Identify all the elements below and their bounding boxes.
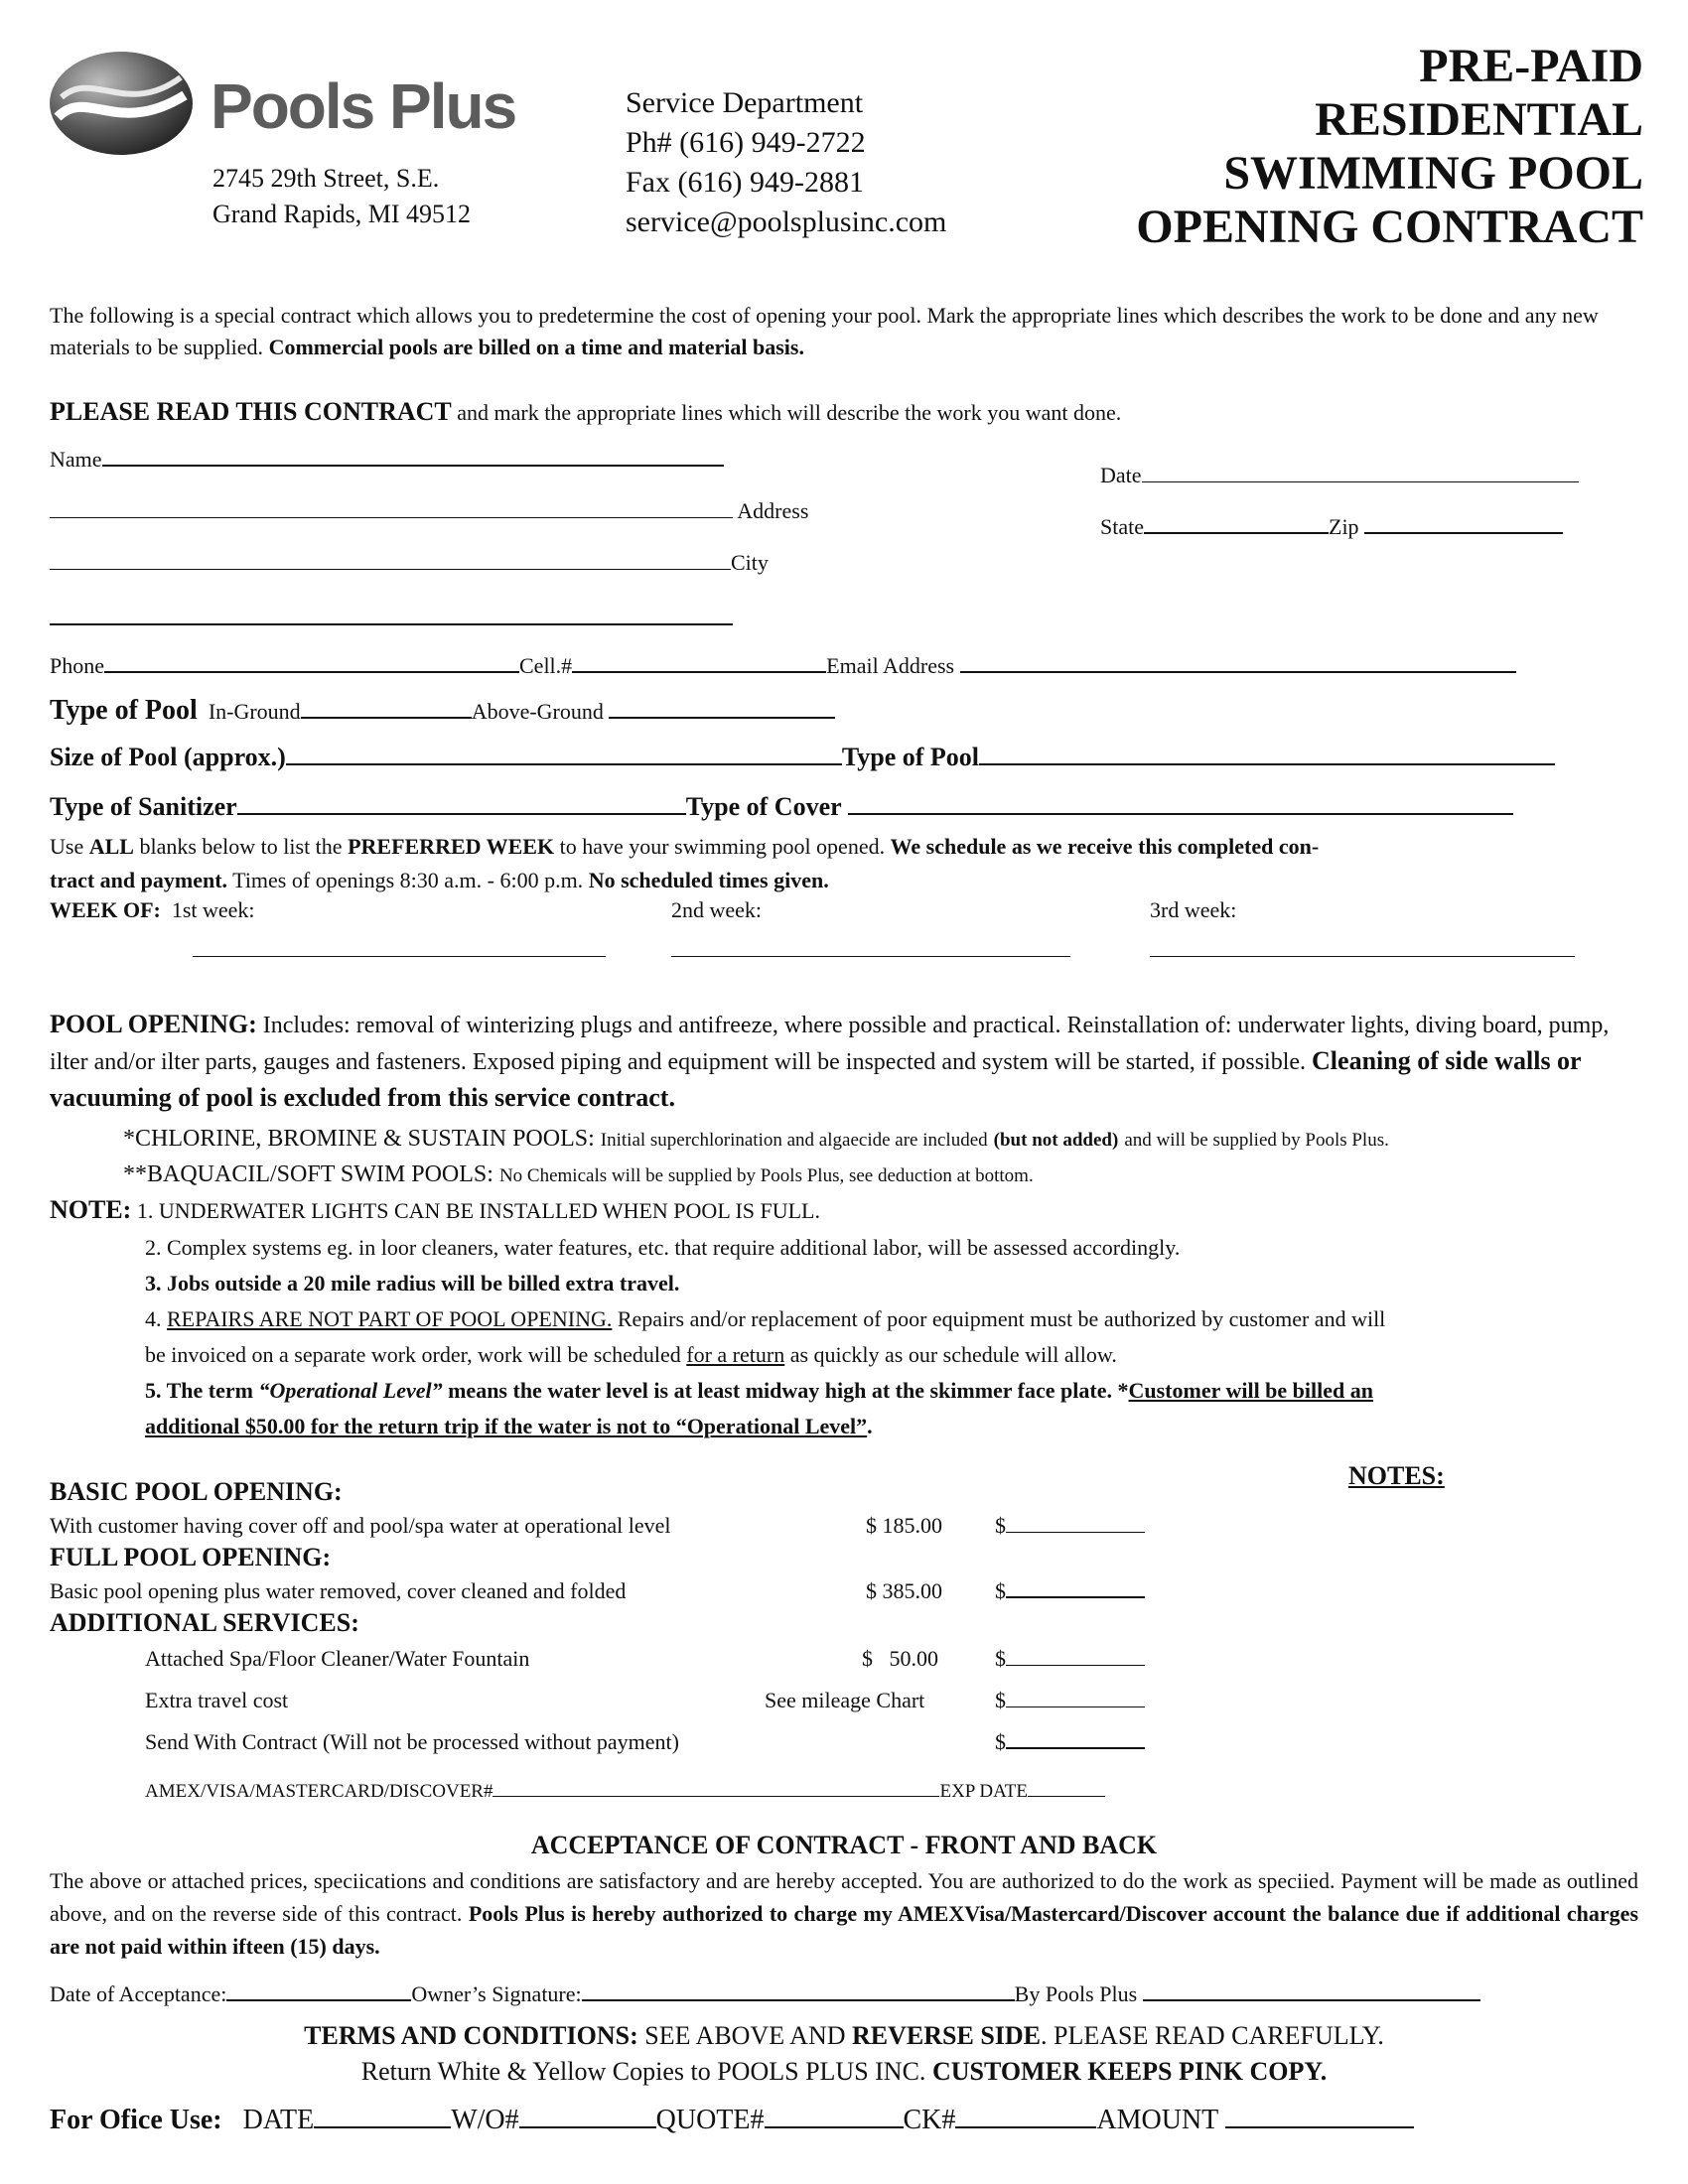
type-of-pool2-label: Type of Pool bbox=[841, 743, 980, 771]
office-ck-input[interactable] bbox=[955, 2126, 1096, 2128]
note-2: 2. Complex systems eg. in loor cleaners, water features, etc. that require additional labor, will be assessed accordingly. bbox=[145, 1235, 1181, 1260]
email-label: Email Address bbox=[826, 653, 955, 678]
office-ck-label: CK# bbox=[903, 2105, 956, 2135]
cell-input[interactable] bbox=[572, 671, 826, 673]
week-3-input[interactable] bbox=[1150, 956, 1575, 957]
address-label: Address bbox=[737, 498, 809, 523]
city-field[interactable] bbox=[50, 550, 769, 576]
spa-desc: Attached Spa/Floor Cleaner/Water Fountain bbox=[145, 1646, 530, 1671]
exp-input[interactable] bbox=[1028, 1796, 1105, 1797]
send-desc: Send With Contract (Will not be processed without payment) bbox=[145, 1729, 679, 1754]
date-acceptance-input[interactable] bbox=[226, 1999, 411, 2001]
exp-label: EXP DATE bbox=[939, 1781, 1028, 1802]
office-wo-input[interactable] bbox=[519, 2126, 656, 2128]
acceptance-head: ACCEPTANCE OF CONTRACT - FRONT AND BACK bbox=[530, 1831, 1158, 1859]
cover-input[interactable] bbox=[848, 813, 1513, 815]
pool-opening-bold: Cleaning of side walls or vacuuming of pool is excluded from this service contract. bbox=[50, 1046, 1582, 1112]
pool-opening-text: Includes: removal of winterizing plugs and antifreeze, where possible and practical. Reinstallation of: underwater lights, diving board, pump, ilter and/or ilter parts, gauges and fasteners. Exposed piping and equipment will be inspected and system will be started, if possible. bbox=[50, 1013, 1610, 1075]
in-ground-label: In-Ground bbox=[208, 699, 301, 724]
schedule-text: Use ALL blanks below to list the PREFERRED WEEK to have your swimming pool opened. We schedule as we receive this completed con- tract and payment. Times of openings 8:30 a.m. - 6:00 p.m. No scheduled times given. bbox=[50, 834, 1320, 892]
by-pools-plus-label: By Pools Plus bbox=[1014, 1981, 1138, 2006]
office-date-input[interactable] bbox=[314, 2126, 451, 2128]
travel-desc: Extra travel cost bbox=[145, 1688, 289, 1712]
title-line-1: PRE-PAID bbox=[1419, 40, 1643, 92]
extra-address-line[interactable] bbox=[50, 623, 733, 625]
pools-plus-logo-icon bbox=[48, 48, 195, 159]
above-ground-input[interactable] bbox=[609, 717, 835, 719]
title-line-3: SWIMMING POOL bbox=[1223, 147, 1643, 200]
travel-price: See mileage Chart bbox=[765, 1688, 925, 1712]
owner-signature-input[interactable] bbox=[582, 1999, 1015, 2001]
additional-head: ADDITIONAL SERVICES: bbox=[50, 1608, 359, 1637]
note-4-line-2: be invoiced on a separate work order, work will be scheduled for a return as quickly as our schedule will allow. bbox=[145, 1342, 1117, 1367]
intro-text: The following is a special contract which allows you to predetermine the cost of opening your pool. Mark the appropriate lines which describes the work to be done and any new materials to be supplied. bbox=[50, 303, 1599, 359]
service-contact bbox=[626, 83, 946, 242]
company-address bbox=[212, 161, 471, 232]
spa-amount[interactable]: $ bbox=[995, 1646, 1145, 1672]
card-label: AMEX/VISA/MASTERCARD/DISCOVER# bbox=[145, 1781, 493, 1802]
basic-amount[interactable]: $ bbox=[995, 1513, 1145, 1539]
owner-signature-label: Owner’s Signature: bbox=[411, 1981, 582, 2006]
size-label: Size of Pool (approx.) bbox=[50, 743, 286, 771]
terms-line-2: Return White & Yellow Copies to POOLS PLUS INC. CUSTOMER KEEPS PINK COPY. bbox=[360, 2057, 1328, 2086]
signature-row bbox=[50, 1981, 1480, 2007]
service-phone: Ph# (616) 949-2722 bbox=[626, 126, 866, 159]
travel-amount[interactable]: $ bbox=[995, 1688, 1145, 1713]
in-ground-input[interactable] bbox=[301, 717, 472, 719]
company-city: Grand Rapids, MI 49512 bbox=[212, 200, 471, 228]
intro-bold: Commercial pools are billed on a time and material basis. bbox=[268, 335, 804, 359]
cover-label: Type of Cover bbox=[685, 792, 842, 821]
sanitizer-row bbox=[50, 792, 1513, 822]
office-label: For Ofice Use: bbox=[50, 2105, 222, 2135]
read-text: and mark the appropriate lines which will describe the work you want done. bbox=[457, 400, 1122, 425]
note-5-line-1: 5. The term “Operational Level” means the water level is at least midway high at the skimmer face plate. *Customer will be billed an bbox=[145, 1378, 1373, 1403]
note-4-line-1: 4. REPAIRS ARE NOT PART OF POOL OPENING. Repairs and/or replacement of poor equipment must be authorized by customer and will bbox=[145, 1306, 1386, 1331]
title-line-2: RESIDENTIAL bbox=[1315, 93, 1643, 146]
card-input[interactable] bbox=[492, 1796, 939, 1797]
company-street: 2745 29th Street, S.E. bbox=[212, 164, 440, 193]
note-5-line-2: additional $50.00 for the return trip if the water is not to “Operational Level”. bbox=[145, 1414, 873, 1438]
pool-opening-head: POOL OPENING: bbox=[50, 1010, 257, 1038]
date-field[interactable] bbox=[1100, 463, 1579, 488]
full-price: $ 385.00 bbox=[866, 1578, 942, 1603]
notes-heading: NOTES: bbox=[1348, 1461, 1445, 1490]
week-1-input[interactable] bbox=[193, 956, 606, 957]
intro-paragraph bbox=[50, 300, 1638, 363]
read-bold: PLEASE READ THIS CONTRACT bbox=[50, 397, 452, 426]
phone-input[interactable] bbox=[104, 671, 519, 673]
send-amount[interactable]: $ bbox=[995, 1729, 1145, 1755]
read-contract bbox=[50, 397, 1121, 427]
sanitizer-input[interactable] bbox=[237, 813, 686, 815]
note-3: 3. Jobs outside a 20 mile radius will be billed extra travel. bbox=[145, 1271, 680, 1296]
terms-line-1: TERMS AND CONDITIONS: SEE ABOVE AND REVERSE SIDE. PLEASE READ CAREFULLY. bbox=[304, 2021, 1384, 2050]
phone-label: Phone bbox=[50, 653, 104, 678]
by-pools-plus-input[interactable] bbox=[1143, 1999, 1480, 2001]
type-of-pool-label: Type of Pool bbox=[50, 695, 198, 726]
chem-line-2: **BAQUACIL/SOFT SWIM POOLS: No Chemicals will be supplied by Pools Plus, see deduction at bottom. bbox=[123, 1161, 1034, 1187]
office-use-row bbox=[50, 2105, 1414, 2136]
service-dept: Service Department bbox=[626, 86, 864, 119]
cell-label: Cell.# bbox=[519, 653, 573, 678]
basic-head: BASIC POOL OPENING: bbox=[50, 1477, 343, 1506]
card-row bbox=[145, 1781, 1105, 1803]
city-label: City bbox=[731, 550, 769, 575]
pool-type-row bbox=[50, 695, 835, 727]
phone-row bbox=[50, 653, 1516, 679]
week-2-input[interactable] bbox=[671, 956, 1070, 957]
office-quote-label: QUOTE# bbox=[655, 2105, 765, 2135]
office-wo-label: W/O# bbox=[451, 2105, 519, 2135]
office-amount-input[interactable] bbox=[1225, 2126, 1414, 2128]
week-2-label: 2nd week: bbox=[671, 897, 763, 922]
office-date-label: DATE bbox=[242, 2105, 315, 2135]
note-label: NOTE: bbox=[50, 1195, 132, 1224]
state-zip-field[interactable] bbox=[1100, 514, 1563, 540]
service-fax: Fax (616) 949-2881 bbox=[626, 166, 864, 199]
state-label: State bbox=[1100, 514, 1144, 539]
full-amount[interactable]: $ bbox=[995, 1578, 1145, 1604]
page-title bbox=[1136, 40, 1643, 254]
size-input[interactable] bbox=[286, 763, 842, 765]
name-field[interactable] bbox=[50, 447, 724, 473]
week-of-label: WEEK OF: 1st week: bbox=[50, 897, 255, 922]
zip-label: Zip bbox=[1329, 514, 1359, 539]
basic-price: $ 185.00 bbox=[866, 1513, 942, 1538]
spa-price: $ 50.00 bbox=[862, 1646, 938, 1671]
full-head: FULL POOL OPENING: bbox=[50, 1543, 332, 1571]
sanitizer-label: Type of Sanitizer bbox=[50, 792, 237, 821]
note-1: NOTE: 1. UNDERWATER LIGHTS CAN BE INSTALLED WHEN POOL IS FULL. bbox=[50, 1195, 820, 1224]
week-3-label: 3rd week: bbox=[1150, 897, 1237, 922]
email-input[interactable] bbox=[960, 671, 1516, 673]
above-ground-label: Above-Ground bbox=[471, 699, 604, 724]
date-acceptance-label: Date of Acceptance: bbox=[50, 1981, 227, 2006]
full-desc: Basic pool opening plus water removed, cover cleaned and folded bbox=[50, 1578, 627, 1603]
basic-desc: With customer having cover off and pool/spa water at operational level bbox=[50, 1513, 671, 1538]
pool-opening-paragraph bbox=[50, 1007, 1648, 1117]
service-email[interactable]: service@poolsplusinc.com bbox=[626, 205, 947, 238]
office-quote-input[interactable] bbox=[765, 2126, 904, 2128]
acceptance-paragraph: The above or attached prices, speciications and conditions are satisfactory and are hereby accepted. You are authorized to do the work as speciied. Payment will be made as outlined above, and on the reverse side of this contract. Pools Plus is hereby authorized to charge my AMEXVisa/Mastercard/Discover account the balance due if additional charges are not paid within ifteen (15) days. bbox=[50, 1868, 1639, 1959]
date-label: Date bbox=[1100, 463, 1142, 487]
size-row bbox=[50, 743, 1555, 772]
name-label: Name bbox=[50, 447, 102, 472]
address-field[interactable] bbox=[50, 498, 808, 524]
type-of-pool2-input[interactable] bbox=[979, 763, 1555, 765]
office-amount-label: AMOUNT bbox=[1096, 2105, 1218, 2135]
company-name: Pools Plus bbox=[211, 70, 516, 142]
title-line-4: OPENING CONTRACT bbox=[1136, 201, 1643, 253]
chem-line-1: *CHLORINE, BROMINE & SUSTAIN POOLS: Initial superchlorination and algaecide are included (but not added) and will be supplied by Pools Plus. bbox=[123, 1126, 1389, 1152]
